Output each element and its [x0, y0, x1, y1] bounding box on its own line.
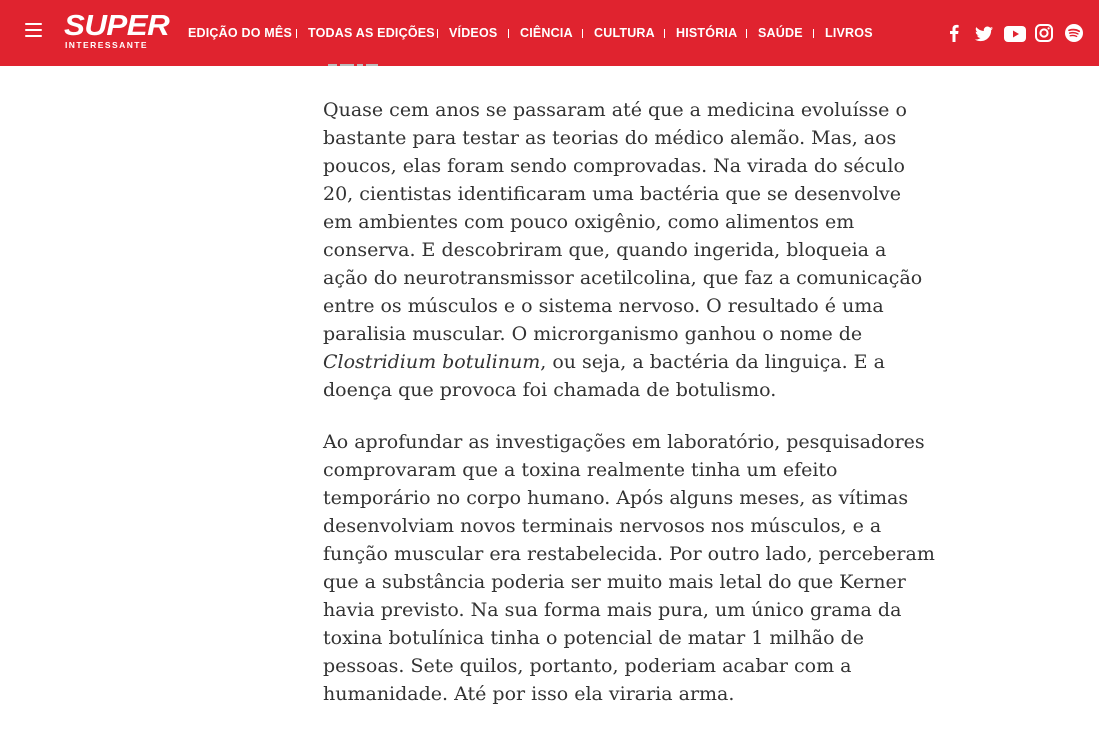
logo-text-sub: INTERESSANTE — [65, 40, 149, 50]
nav-todas-as-edicoes[interactable]: TODAS AS EDIÇÕES — [308, 26, 435, 40]
instagram-icon[interactable] — [1035, 24, 1053, 42]
nav-separator — [746, 29, 747, 38]
nav-videos[interactable]: VÍDEOS — [449, 26, 498, 40]
twitter-icon[interactable] — [975, 25, 993, 43]
article-body — [323, 96, 935, 732]
nav-saude[interactable]: SAÚDE — [758, 26, 803, 40]
nav-separator — [296, 29, 297, 38]
logo-text-main: SUPER — [64, 10, 170, 42]
nav-separator — [437, 29, 438, 38]
nav-edicao-do-mes[interactable]: EDIÇÃO DO MÊS — [188, 26, 292, 40]
scientific-name: Clostridium botulinum — [323, 351, 541, 373]
spotify-icon[interactable] — [1065, 24, 1083, 42]
nav-separator — [582, 29, 583, 38]
article-paragraph: Ao aprofundar as investigações em laboratório, pesquisadores comprovaram que a toxina realmente tinha um efeito temporário no corpo humano. Após alguns meses, as vítimas desenvolviam novos terminais nervosos nos músculos, e a função muscular era restabelecida. Por outro lado, perceberam que a substância poderia ser muito mais letal do que Kerner havia previsto. Na sua forma mais pura, um único grama da toxina botulínica tinha o potencial de matar 1 milhão de pessoas. Sete quilos, portanto, poderiam acabar com a humanidade. Até por isso ela viraria arma. — [323, 431, 935, 705]
clipped-previous-text — [328, 64, 383, 68]
nav-separator — [813, 29, 814, 38]
paragraph-text: Quase cem anos se passaram até que a medicina evoluísse o bastante para testar as teorias do médico alemão. Mas, aos poucos, elas foram sendo comprovadas. Na virada do século 20, cientistas identificaram uma bactéria que se desenvolve em ambientes com pouco oxigênio, como alimentos em conserva. E descobriram que, quando ingerida, bloqueia a ação do neurotransmissor acetilcolina, que faz a comunicação entre os músculos e o sistema nervoso. O resultado é uma paralisia muscular. O microrganismo ganhou o nome de — [323, 99, 923, 345]
nav-cultura[interactable]: CULTURA — [594, 26, 655, 40]
menu-icon[interactable] — [25, 23, 42, 37]
nav-separator — [664, 29, 665, 38]
site-logo[interactable] — [64, 10, 170, 50]
nav-ciencia[interactable]: CIÊNCIA — [520, 26, 573, 40]
youtube-icon[interactable] — [1004, 25, 1026, 43]
site-header — [0, 0, 1099, 66]
nav-livros[interactable]: LIVROS — [825, 26, 873, 40]
nav-separator — [508, 29, 509, 38]
nav-historia[interactable]: HISTÓRIA — [676, 26, 738, 40]
facebook-icon[interactable] — [949, 24, 959, 42]
article-paragraph — [323, 96, 935, 404]
paragraph-text: , ou seja, a bactéria da linguiça. E a doença que provoca foi chamada de botulismo. — [323, 351, 885, 401]
